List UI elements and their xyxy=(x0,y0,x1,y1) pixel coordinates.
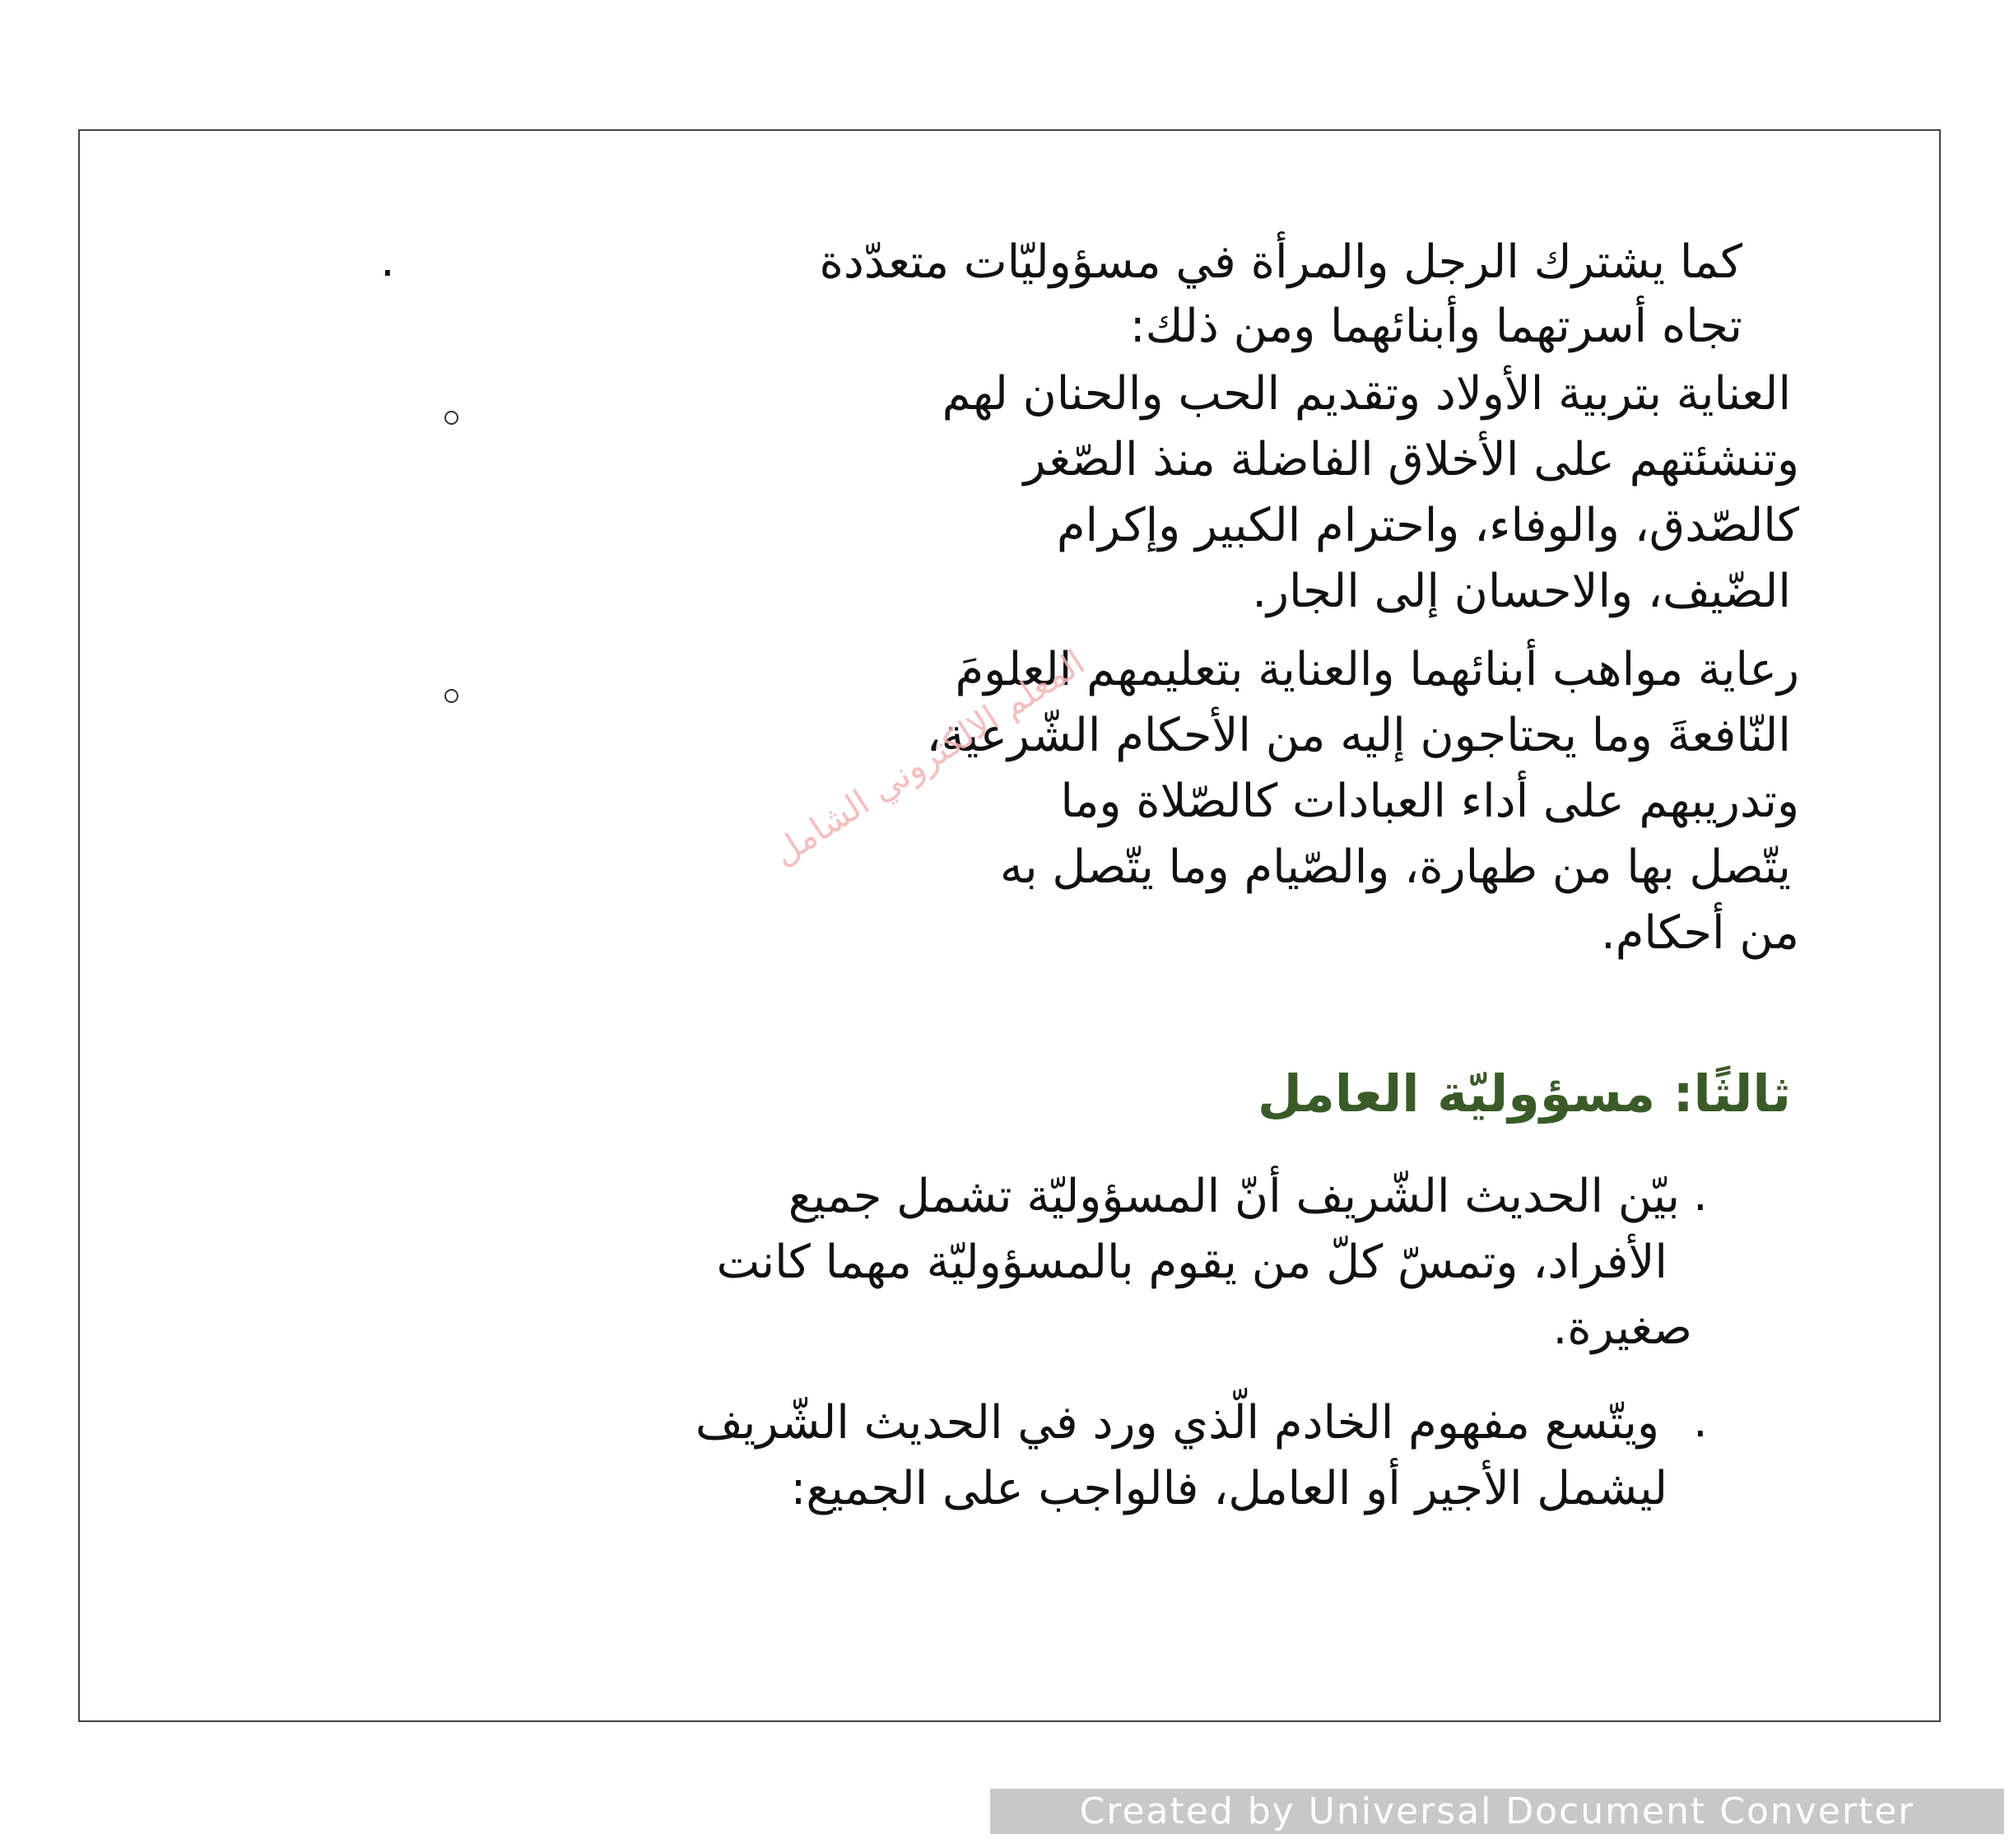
section-heading: ثالثًا: مسؤوليّة العامل xyxy=(1257,1064,1791,1124)
watermark: المعلم الالكتروني الشامل xyxy=(765,641,1092,874)
intro-line-2: تجاه أسرتهما وأبنائهما ومن ذلك: xyxy=(1129,300,1742,353)
worker-item-1-line-1: بيّن الحديث الشّريف أنّ المسؤوليّة تشمل جميع xyxy=(788,1170,1680,1223)
intro-bullet: . xyxy=(380,234,395,287)
page-frame xyxy=(78,129,1941,1722)
sub-item-1-line-2: وتنشئتهم على الأخلاق الفاضلة منذ الصّغر xyxy=(1023,433,1799,486)
sub-item-1-bullet xyxy=(444,411,458,425)
worker-item-2-bullet: . xyxy=(1693,1394,1708,1448)
sub-item-2-line-5: من أحكام. xyxy=(1600,906,1799,960)
sub-item-2-line-3: وتدريبهم على أداء العبادات كالصّلاة وما xyxy=(1060,775,1799,828)
sub-item-1-line-1: العناية بتربية الأولاد وتقديم الحب والحنان لهم xyxy=(942,367,1791,421)
converter-footer: Created by Universal Document Converter xyxy=(990,1789,2004,1834)
page-content xyxy=(80,131,1939,1720)
worker-item-1-line-3: صغيرة. xyxy=(1552,1301,1692,1355)
worker-item-1-line-2: الأفراد، وتمسّ كلّ من يقوم بالمسؤوليّة مهما كانت xyxy=(716,1236,1667,1289)
sub-item-1-line-3: كالصّدق، والوفاء، واحترام الكبير وإكرام xyxy=(1056,499,1799,552)
worker-item-2-line-1: ويتّسع مفهوم الخادم الّذي ورد في الحديث الشّريف xyxy=(695,1396,1659,1450)
sub-item-2-bullet xyxy=(444,689,458,703)
sub-item-1-line-4: الضّيف، والاحسان إلى الجار. xyxy=(1252,565,1791,618)
worker-item-1-bullet: . xyxy=(1693,1168,1708,1222)
sub-item-2-line-2: النّافعةَ وما يحتاجون إليه من الأحكام الشّرعية، xyxy=(926,709,1791,762)
sub-item-2-line-4: يتّصل بها من طهارة، والصّيام وما يتّصل به xyxy=(999,840,1791,894)
sub-item-2-line-1: رعاية مواهب أبنائهما والعناية بتعليمهم العلومَ xyxy=(955,643,1799,696)
worker-item-2-line-2: ليشمل الأجير أو العامل، فالواجب على الجميع: xyxy=(790,1462,1667,1515)
intro-line-1: كما يشترك الرجل والمرأة في مسؤوليّات متعدّدة xyxy=(819,235,1742,289)
